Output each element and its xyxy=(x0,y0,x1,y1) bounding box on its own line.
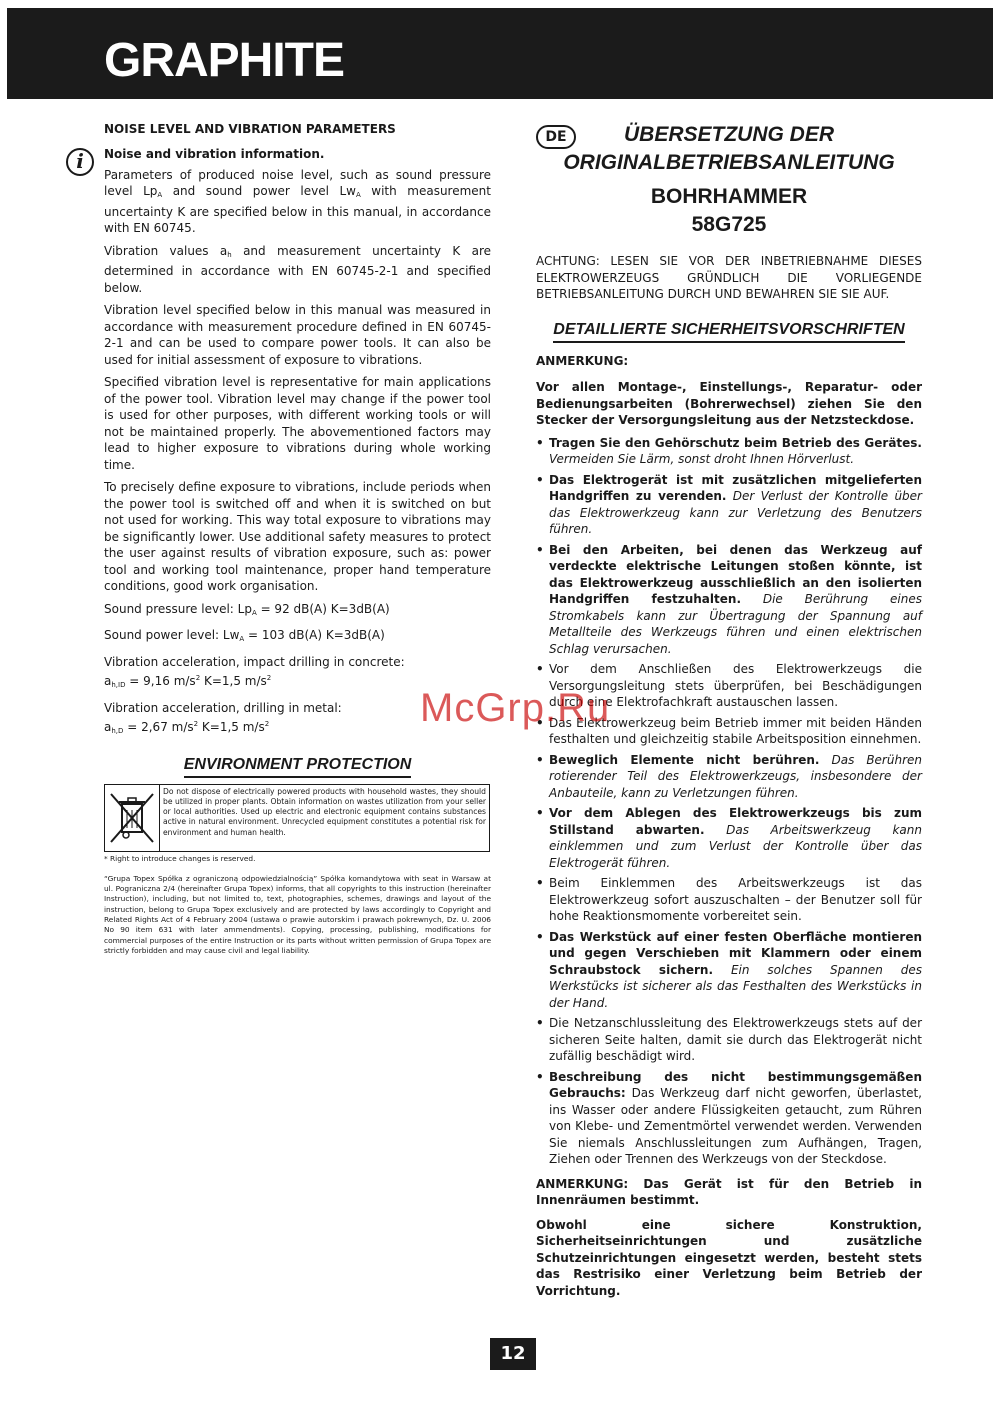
sound-pressure-level: Sound pressure level: $Lp_A = 92$ dB(A) K=3dB(A) xyxy=(104,601,390,617)
list-item: • Das Elektrogerät ist mit zusätzlichen mitgelieferten Handgriffen zu verenden. Der Verlust der Kontrolle über das Elektrowerkzeug kann zur Verletzung des Benutzers führen. xyxy=(536,472,922,538)
copyright-text: “Grupa Topex Spółka z ograniczoną odpowiedzialnością” Spółka komandytowa with seat in Warsaw at ul. Pograniczna 2/4 (hereinafter Grupa Topex) informs, that all copyrights to this instruction (hereinafter Instruction), including, but not limited to, text, photographies, schemes, drawings and layout of the instruction, belong to Grupa Topex exclusively and are protected by laws accordingly to Copyright and Related Rights Act of 4 February 2004 (ustawa o prawie autorskim i prawach pokrewnych, Dz. U. 2006 No 90 item 631 with later ammendments). Copying, processing, publishing, modifications for commercial purposes of the entire Instruction or its parts without written permission of Grupa Topex are strictly forbidden and may cause civil and legal liability. xyxy=(104,873,491,955)
noise-heading: NOISE LEVEL AND VIBRATION PARAMETERS xyxy=(104,122,396,136)
environment-box xyxy=(104,784,490,852)
rights-note: * Right to introduce changes is reserved. xyxy=(104,853,256,863)
environment-title: ENVIRONMENT PROTECTION xyxy=(184,756,412,778)
list-item: • Beschreibung des nicht bestimmungsgemäßen Gebrauchs: Das Werkzeug darf nicht geworfen, überlastet, ins Wasser oder andere Flüssigkeiten getaucht, zum Rühren von Klebe- und Zementmörtel verwendet werden. Verwenden Sie niemals Anschlussleitungen zum Aufhängen, Tragen, Ziehen oder Trennen des Werkzeugs von der Steckdose. xyxy=(536,1069,922,1168)
paragraph-exposure: To precisely define exposure to vibrations, include periods when the power tool is switched off and when it is switched on but not used for working. This way total exposure to vibrations may be significantly lower. Use additional safety measures to protect the user against results of vibration exposure, such as: power tool and working tool maintenance, proper hand temperature conditions, good work organisation. xyxy=(104,480,491,593)
page-number: 12 xyxy=(490,1338,536,1370)
safety-section-title: DETAILLIERTE SICHERHEITSVORSCHRIFTEN xyxy=(553,321,904,343)
model-number: 58G725 xyxy=(691,213,767,236)
brand-logo: GRAPHITE xyxy=(104,34,345,87)
paragraph-noise: Parameters of produced noise level, such as sound pressure level $Lp_A$ and sound power level $Lw_A$ with measurement uncertainty K are specified below in this manual, in accordance with EN 60745. xyxy=(104,167,491,235)
list-item: • Vor dem Anschließen des Elektrowerkzeugs die Versorgungsleitung stets überprüfen, bei Beschädigungen durch eine Elektrofachkraft austauschen lassen. xyxy=(536,661,922,711)
language-badge: DE xyxy=(536,125,576,149)
info-title: Noise and vibration information. xyxy=(104,147,325,161)
list-item: • Das Werkstück auf einer festen Oberfläche montieren und gegen Verschieben mit Klammern oder einem Schraubstock sichern. Ein solches Spannen des Werkstücks ist sicherer als das Festhalten des Werkstücks in der Hand. xyxy=(536,929,922,1012)
warning-text: ACHTUNG: LESEN SIE VOR DER INBETRIEBNAHME DIESES ELEKTROWERZEUGS GRÜNDLICH DIE VORLIEGENDE BETRIEBSANLEITUNG DURCH UND BEWAHREN SIE SIE AUF. xyxy=(536,254,922,301)
safety-list xyxy=(536,435,922,1168)
left-column xyxy=(76,121,492,956)
list-item: • Beim Einklemmen des Arbeitswerkzeugs ist das Elektrowerkzeug sofort auszuschalten – der Benutzer soll für hohe Reaktionsmomente vorbereitet sein. xyxy=(536,875,922,925)
paragraph-vibration-values: Vibration values $a_h$ and measurement uncertainty K are determined in accordance with EN 60745-2-1 and specified below. xyxy=(104,243,492,295)
vibration-metal-value: $a_{h,D} = 2,67$ $m/s^2$ K=1,5 $m/s^2$ xyxy=(104,720,270,735)
list-item: • Beweglich Elemente nicht berühren. Das Berühren rotierender Teil des Elektrowerkzeugs, insbesondere der Anbauteile, kann zu Verletzungen führen. xyxy=(536,752,922,802)
indoor-note: ANMERKUNG: Das Gerät ist für den Betrieb in Innenräumen bestimmt. xyxy=(536,1176,922,1207)
list-item: • Die Netzanschlussleitung des Elektrowerkzeugs stets auf der sicheren Seite halten, damit sie durch das Elektrogerät nicht zufällig beschädigt wird. xyxy=(536,1015,922,1065)
product-name: BOHRHAMMER xyxy=(650,185,808,208)
sound-power-level: Sound power level: $Lw_A = 103$ dB(A) K=3dB(A) xyxy=(104,628,385,643)
list-item: • Bei den Arbeiten, bei denen das Werkzeug auf verdeckte elektrische Leitungen stoßen könnte, ist das Elektrowerkzeug ausschließlich an den isolierten Handgriffen festzuhalten. Die Berührung eines Stromkabels kann zur Übertragung der Spannung auf Metallteile des Werkzeugs führen und einen elektrischen Schlag verursachen. xyxy=(536,542,922,658)
paragraph-specified-level: Specified vibration level is representative for main applications of the power tool. Vibration level may change if the power tool is used for other purposes, with different working tools or will not be maintained properly. The abovementioned factors may lead to higher exposure to vibrations during whole working time. xyxy=(104,375,491,472)
note-label: ANMERKUNG: xyxy=(536,353,629,368)
vibration-concrete-value: $a_{h,ID} = 9,16$ $m/s^2$ K=1,5 $m/s^2$ xyxy=(104,674,272,689)
paragraph-vibration-level: Vibration level specified below in this manual was measured in accordance with measurement procedure defined in EN 60745-2-1 and can be used to compare power tools. It can also be used for initial assessment of exposure to vibrations. xyxy=(104,303,491,367)
note-text: Vor allen Montage-, Einstellungs-, Reparatur- oder Bedienungsarbeiten (Bohrerwechsel) ziehen Sie den Stecker der Versorgungsleitung aus der Netzsteckdose. xyxy=(536,380,922,427)
list-item: • Tragen Sie den Gehörschutz beim Betrieb des Gerätes. Vermeiden Sie Lärm, sonst droht Ihnen Hörverlust. xyxy=(536,435,922,468)
list-item: • Das Elektrowerkzeug beim Betrieb immer mit beiden Händen festhalten und gleichzeitig stabile Arbeitsposition einnehmen. xyxy=(536,715,922,748)
title-line-2: ORIGINALBETRIEBSANLEITUNG xyxy=(563,151,895,174)
environment-text: Do not dispose of electrically powered products with household wastes, they should be utilized in proper plants. Obtain information on wastes utilization from your seller or local authorities. Used up electric and electronic equipment contains substances active in natural environment. Unrecycled equipment constitutes a potential risk for environment and human health. xyxy=(163,786,486,837)
list-item: • Vor dem Ablegen des Elektrowerkzeugs bis zum Stillstand abwarten. Das Arbeitswerkzeug kann einklemmen und zum Verlust der Kontrolle über das Elektrogerät führen. xyxy=(536,805,922,871)
info-icon: i xyxy=(66,148,94,176)
vibration-metal-label: Vibration acceleration, drilling in metal: xyxy=(104,700,342,715)
weee-bin-icon xyxy=(105,790,159,846)
residual-risk-note: Obwohl eine sichere Konstruktion, Sicherheitseinrichtungen und zusätzliche Schutzeinrichtungen eingesetzt werden, besteht stets das Restrisiko einer Verletzung beim Betrieb der Vorrichtung. xyxy=(536,1217,922,1298)
title-line-1: ÜBERSETZUNG DER xyxy=(623,123,834,146)
watermark: McGrp.Ru xyxy=(420,686,611,730)
vibration-concrete-label: Vibration acceleration, impact drilling in concrete: xyxy=(104,654,405,669)
